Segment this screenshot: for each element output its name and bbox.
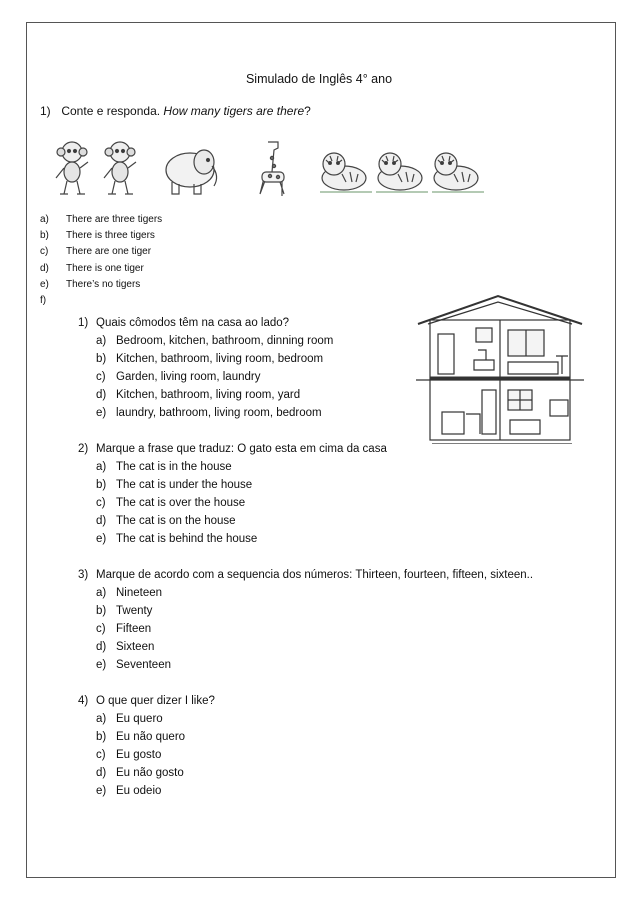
option-letter: d)	[96, 515, 107, 527]
option-e[interactable]	[40, 277, 162, 293]
option-text: The cat is on the house	[116, 515, 236, 527]
option-d[interactable]	[40, 261, 162, 277]
option-text: The cat is behind the house	[116, 533, 258, 545]
option-letter: c)	[96, 623, 106, 635]
option-a[interactable]	[40, 212, 162, 228]
question-number: 1)	[78, 317, 89, 329]
question-title	[78, 440, 387, 458]
option-letter: e)	[40, 278, 49, 290]
option-c[interactable]	[78, 494, 387, 512]
option-text: Eu gosto	[116, 749, 162, 761]
option-letter: c)	[96, 749, 106, 761]
option-a[interactable]	[78, 332, 333, 350]
option-text: The cat is in the house	[116, 461, 232, 473]
option-b[interactable]	[78, 728, 215, 746]
option-letter: b)	[40, 230, 49, 242]
option-d[interactable]	[78, 512, 387, 530]
option-letter: b)	[96, 731, 107, 743]
option-letter: b)	[96, 605, 107, 617]
option-f[interactable]	[40, 293, 162, 309]
question-number: 2)	[78, 443, 89, 455]
monkey-image	[56, 142, 88, 194]
option-text: There are one tiger	[66, 246, 152, 258]
option-b[interactable]	[78, 602, 533, 620]
option-letter: f)	[40, 295, 47, 307]
option-letter: e)	[96, 659, 107, 671]
option-letter: c)	[96, 497, 106, 509]
option-letter: b)	[96, 353, 107, 365]
option-letter: a)	[96, 713, 107, 725]
elephant-image	[166, 150, 217, 194]
option-text: Kitchen, bathroom, living room, yard	[116, 389, 301, 401]
option-text: There is one tiger	[66, 262, 144, 274]
option-e[interactable]	[78, 782, 215, 800]
option-text: There are three tigers	[66, 214, 163, 225]
question-title	[78, 314, 333, 332]
question-block-3	[78, 566, 533, 674]
option-letter: e)	[96, 533, 107, 545]
option-a[interactable]	[78, 584, 533, 602]
option-a[interactable]	[78, 710, 215, 728]
option-text: Twenty	[116, 605, 153, 617]
option-c[interactable]	[78, 746, 215, 764]
option-c[interactable]	[78, 368, 333, 386]
option-d[interactable]	[78, 638, 533, 656]
question-1-prompt	[40, 104, 311, 118]
question-text: Quais cômodos têm na casa ao lado?	[96, 317, 290, 329]
tiger-image	[432, 153, 484, 192]
option-text: Eu não gosto	[116, 767, 184, 779]
question-title	[78, 692, 215, 710]
option-text: Fifteen	[116, 623, 152, 635]
question-number: 4)	[78, 695, 89, 707]
option-text: Kitchen, bathroom, living room, bedroom	[116, 353, 324, 365]
option-letter: b)	[96, 479, 107, 491]
page-title: Simulado de Inglês 4° ano	[245, 72, 393, 86]
option-text: laundry, bathroom, living room, bedroom	[116, 407, 322, 419]
option-letter: a)	[96, 335, 107, 347]
option-letter: d)	[40, 262, 49, 274]
option-c[interactable]	[40, 244, 162, 260]
question-block-2	[78, 440, 387, 548]
option-text: Garden, living room, laundry	[116, 371, 261, 383]
option-d[interactable]	[78, 386, 333, 404]
option-letter: c)	[96, 371, 106, 383]
animals-illustration	[52, 138, 492, 200]
question-end: ?	[304, 104, 311, 118]
option-letter: a)	[96, 461, 107, 473]
option-e[interactable]	[78, 530, 387, 548]
giraffe-image	[260, 142, 284, 196]
option-text: Eu quero	[116, 713, 163, 725]
question-number: 1)	[40, 104, 51, 118]
option-c[interactable]	[78, 620, 533, 638]
option-letter: d)	[96, 389, 107, 401]
option-text: Eu odeio	[116, 785, 162, 797]
question-block-4	[78, 692, 215, 800]
tiger-image	[320, 153, 372, 192]
monkey-image	[104, 142, 136, 194]
question-text: Conte e responda.	[61, 104, 164, 118]
option-text: There’s no tigers	[66, 278, 141, 290]
option-text: The cat is over the house	[116, 497, 246, 509]
option-d[interactable]	[78, 764, 215, 782]
question-text: O que quer dizer I like?	[96, 695, 215, 707]
option-letter: d)	[96, 767, 107, 779]
option-text: Nineteen	[116, 587, 163, 599]
option-letter: e)	[96, 785, 107, 797]
question-number: 3)	[78, 569, 89, 581]
option-a[interactable]	[78, 458, 387, 476]
option-text: Eu não quero	[116, 731, 186, 743]
option-e[interactable]	[78, 404, 333, 422]
question-title	[78, 566, 533, 584]
question-text: Marque de acordo com a sequencia dos números: Thirteen, fourteen, fifteen, sixteen..	[96, 569, 534, 581]
question-text: Marque a frase que traduz: O gato esta em cima da casa	[96, 443, 387, 455]
option-b[interactable]	[40, 228, 162, 244]
option-letter: e)	[96, 407, 107, 419]
question-text-italic: How many tigers are there	[163, 104, 305, 118]
option-text: The cat is under the house	[116, 479, 253, 491]
option-text: There is three tigers	[66, 230, 155, 242]
question-1-options	[40, 212, 162, 309]
option-b[interactable]	[78, 350, 333, 368]
option-text: Seventeen	[116, 659, 171, 671]
house-illustration	[412, 294, 588, 444]
tiger-image	[376, 153, 428, 192]
option-text: Bedroom, kitchen, bathroom, dinning room	[116, 335, 334, 347]
option-letter: d)	[96, 641, 107, 653]
option-letter: a)	[40, 214, 49, 225]
option-e[interactable]	[78, 656, 533, 674]
question-block-1	[78, 314, 333, 422]
option-text: Sixteen	[116, 641, 155, 653]
option-letter: a)	[96, 587, 107, 599]
option-letter: c)	[40, 246, 49, 258]
option-b[interactable]	[78, 476, 387, 494]
